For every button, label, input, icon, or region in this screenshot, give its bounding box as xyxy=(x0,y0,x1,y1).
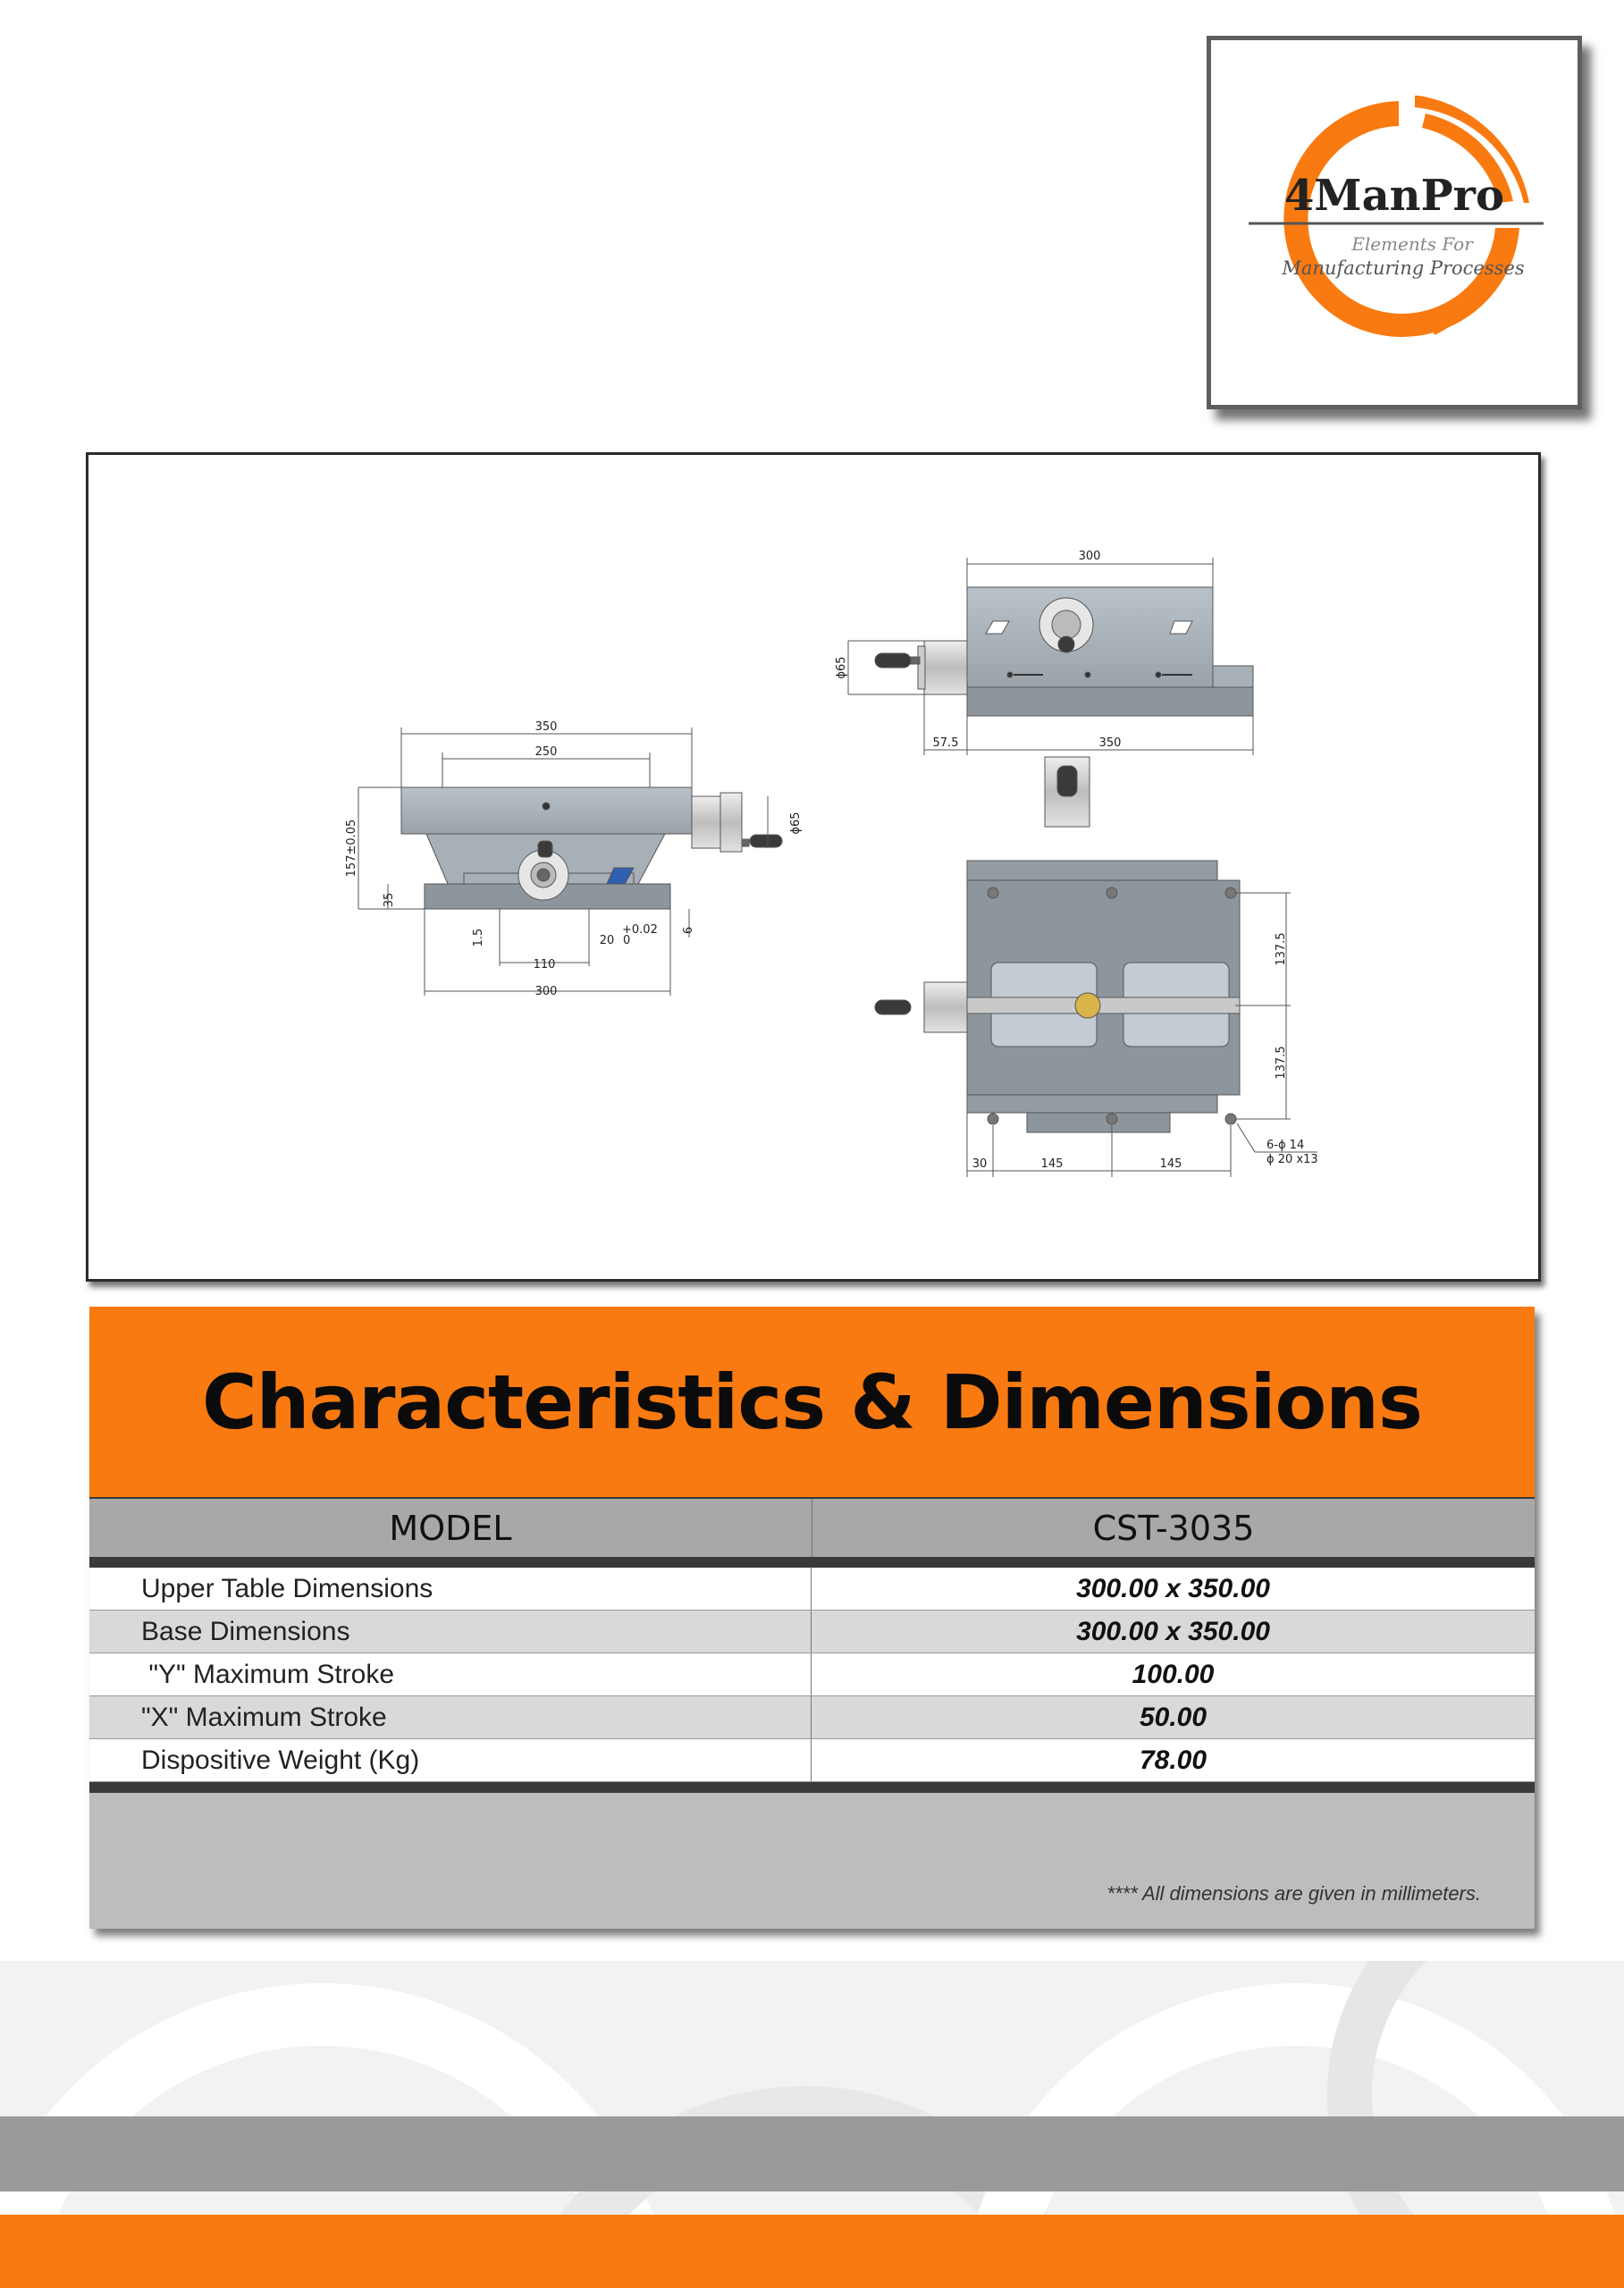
dim-label: 250 xyxy=(534,745,558,759)
footer-orange-band xyxy=(0,2215,1624,2288)
dim-label: 6-ϕ 14 xyxy=(1266,1139,1305,1152)
dim-label: 300 xyxy=(534,985,558,998)
table-row xyxy=(89,1611,1535,1653)
dim-label: 20 xyxy=(599,934,615,947)
footer-grey-band xyxy=(0,2116,1624,2191)
table-row xyxy=(89,1568,1535,1611)
technical-drawing xyxy=(88,455,1538,1279)
specifications-title: Characteristics & Dimensions xyxy=(202,1358,1422,1446)
dim-label: 157±0.05 xyxy=(345,819,358,878)
row-value: 300.00 x 350.00 xyxy=(1076,1573,1270,1603)
row-label: Dispositive Weight (Kg) xyxy=(89,1739,812,1781)
dim-label: 57.5 xyxy=(932,736,959,750)
dimensions-note: **** All dimensions are given in millimeters. xyxy=(1107,1882,1481,1905)
specifications-banner xyxy=(89,1307,1535,1499)
row-value: 50.00 xyxy=(1139,1702,1207,1732)
table-body xyxy=(89,1568,1535,1793)
dim-label: 137.5 xyxy=(1275,932,1288,966)
dim-label: ϕ65 xyxy=(789,812,803,835)
table-row xyxy=(89,1696,1535,1739)
logo-brand: 4ManPro xyxy=(1284,171,1504,221)
table-row xyxy=(89,1739,1535,1782)
technical-drawing-panel xyxy=(86,452,1541,1282)
row-value: 78.00 xyxy=(1139,1745,1207,1775)
dim-tolerance-upper: +0.02 xyxy=(622,923,658,937)
logo-tagline-line1: Elements For xyxy=(1351,233,1473,255)
dim-label: 110 xyxy=(533,958,556,972)
logo-tagline-line2: Manufacturing Processes xyxy=(1282,257,1525,279)
decorative-footer-background xyxy=(0,1961,1624,2288)
row-label: Base Dimensions xyxy=(89,1611,812,1653)
dim-label: 145 xyxy=(1159,1157,1182,1171)
row-label: Upper Table Dimensions xyxy=(89,1568,812,1610)
header-model-value: CST-3035 xyxy=(1092,1508,1255,1548)
company-logo xyxy=(1207,36,1582,409)
dim-label: ϕ65 xyxy=(835,656,848,679)
row-value: 100.00 xyxy=(1132,1659,1215,1689)
specifications-table xyxy=(89,1307,1535,1929)
dim-label: 350 xyxy=(534,720,558,734)
front-view xyxy=(358,728,782,996)
header-model-label: MODEL xyxy=(89,1499,812,1557)
top-view xyxy=(875,757,1317,1177)
dim-tolerance-lower: 0 xyxy=(623,934,631,947)
dim-label: 30 xyxy=(972,1157,988,1171)
dim-label: 350 xyxy=(1098,736,1122,750)
dim-label: ϕ 20 x13 xyxy=(1266,1153,1318,1166)
table-footer xyxy=(89,1793,1535,1920)
table-header-row xyxy=(89,1499,1535,1568)
dim-label: 300 xyxy=(1078,550,1101,563)
row-label: "X" Maximum Stroke xyxy=(89,1696,812,1738)
side-view xyxy=(848,558,1253,755)
row-value: 300.00 x 350.00 xyxy=(1076,1616,1270,1646)
dim-label: 145 xyxy=(1040,1157,1064,1171)
dim-label: 6 xyxy=(682,926,695,935)
table-row xyxy=(89,1653,1535,1696)
dim-label: 35 xyxy=(383,892,396,908)
row-label: "Y" Maximum Stroke xyxy=(89,1653,812,1695)
dim-label: 137.5 xyxy=(1275,1046,1288,1080)
dim-label: 1.5 xyxy=(472,928,485,947)
